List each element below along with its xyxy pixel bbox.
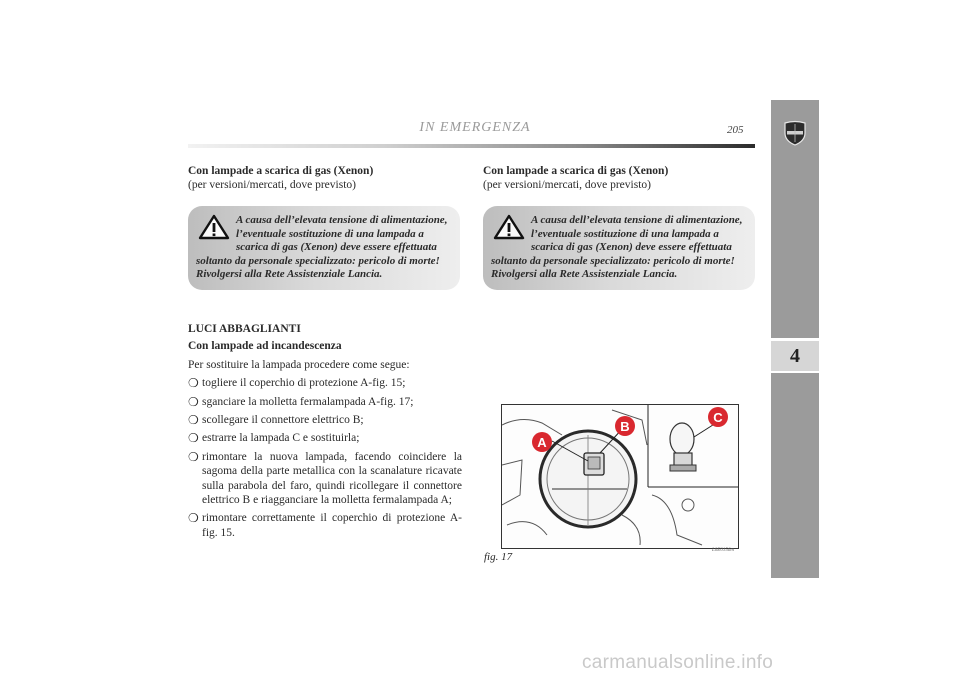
chapter-tab-bottom [771, 373, 819, 578]
xenon-heading-left: Con lampade a scarica di gas (Xenon) [188, 165, 374, 177]
warning-text-right: A causa dell’elevata tensione di alimentazione, l’eventuale sostituzione di una lampada a scarica di gas (Xenon) deve essere effettuata soltanto da personale specializzato: pericolo di morte! Rivolgersi alla Rete Assistenziale Lancia. [491, 214, 743, 280]
list-item: ❍ sganciare la molletta fermalampada A-fig. 17; [188, 394, 414, 409]
watermark: carmanualsonline.info [582, 652, 774, 673]
warning-box-left [188, 206, 460, 290]
headlamp-illustration [502, 405, 738, 548]
list-item: ❍ estrarre la lampada C e sostituirla; [188, 431, 360, 446]
xenon-note-right: (per versioni/mercati, dove previsto) [483, 179, 651, 191]
bullet-icon: ❍ [188, 431, 199, 446]
header-rule [188, 144, 755, 148]
procedure-steps [188, 376, 462, 540]
incandescent-subtitle: Con lampade ad incandescenza [188, 340, 342, 353]
list-item: ❍ rimontare la nuova lampada, facendo coincidere la sagoma della parte metallica con la scanalature ricavate sulla parabola del faro, quindi ricollegare il connettore elettrico B e riagganciare la molletta fermalampada A; [188, 449, 462, 507]
high-beam-section [188, 322, 462, 544]
warning-box-right [483, 206, 755, 290]
xenon-heading-right: Con lampade a scarica di gas (Xenon) [483, 165, 669, 177]
list-item: ❍ togliere il coperchio di protezione A-fig. 15; [188, 376, 406, 391]
figure-headlamp [501, 404, 739, 549]
chapter-number: 4 [771, 341, 819, 371]
bullet-icon: ❍ [188, 449, 199, 464]
label-c: C [713, 410, 723, 425]
warning-triangle-icon [198, 214, 230, 240]
lancia-logo-icon [782, 120, 808, 146]
label-a: A [537, 435, 547, 450]
bullet-icon: ❍ [188, 394, 199, 409]
section-title: IN EMERGENZA [419, 120, 531, 135]
left-column [188, 164, 460, 290]
warning-text-left: A causa dell’elevata tensione di alimentazione, l’eventuale sostituzione di una lampada a scarica di gas (Xenon) deve essere effettuata soltanto da personale specializzato: pericolo di morte! Rivolgersi alla Rete Assistenziale Lancia. [196, 214, 448, 280]
warning-triangle-icon [493, 214, 525, 240]
bullet-icon: ❍ [188, 511, 199, 526]
list-item: ❍ scollegare il connettore elettrico B; [188, 413, 364, 428]
figure-code: L0E0156m [712, 548, 734, 553]
label-b: B [620, 419, 630, 434]
bullet-icon: ❍ [188, 376, 199, 391]
figure-caption: fig. 17 [484, 551, 513, 563]
page-number: 205 [727, 124, 744, 136]
list-item: ❍ rimontare correttamente il coperchio di protezione A-fig. 15. [188, 511, 462, 539]
bullet-icon: ❍ [188, 413, 199, 428]
xenon-note-left: (per versioni/mercati, dove previsto) [188, 179, 356, 191]
high-beam-title: LUCI ABBAGLIANTI [188, 323, 301, 335]
right-column [483, 164, 755, 290]
procedure-intro: Per sostituire la lampada procedere come segue: [188, 358, 410, 371]
